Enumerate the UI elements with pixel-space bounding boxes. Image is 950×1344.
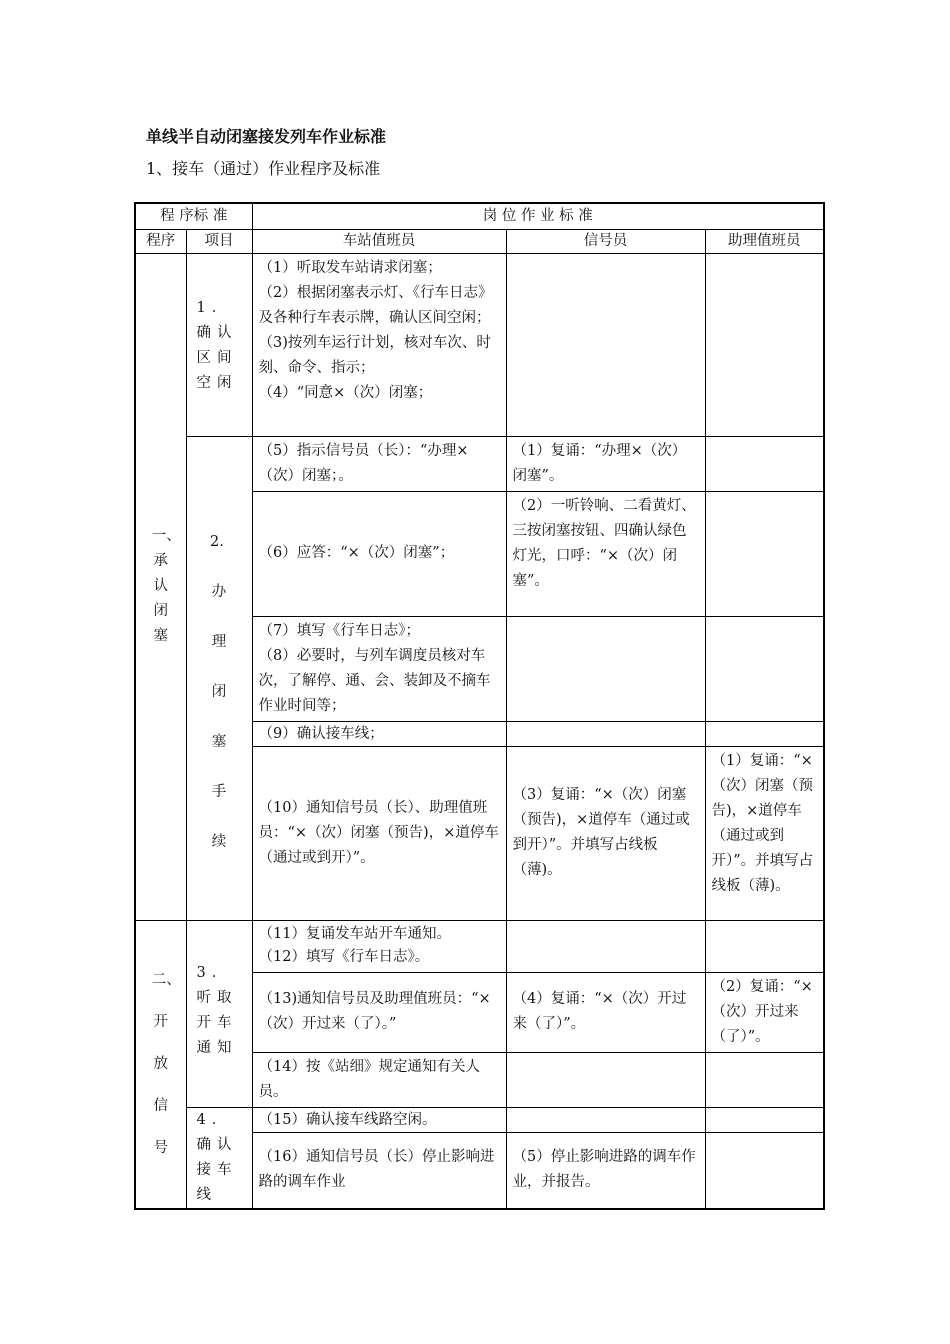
section-subtitle: 1、接车（通过）作业程序及标准 bbox=[146, 159, 381, 178]
cell-signalman bbox=[506, 1107, 705, 1133]
section-label: 二、开放信号 bbox=[135, 920, 186, 1209]
cell-station-master: （11）复诵发车站开车通知。 （12）填写《行车日志》。 bbox=[252, 920, 506, 972]
cell-signalman: （2）一听铃响、二看黄灯、三按闭塞按钮、四确认绿色灯光，口呼：“×（次）闭塞”。 bbox=[506, 491, 705, 616]
cell-station-master: （16）通知信号员（长）停止影响进路的调车作业 bbox=[252, 1133, 506, 1209]
cell-station-master: （14）按《站细》规定通知有关人员。 bbox=[252, 1052, 506, 1107]
document-title: 单线半自动闭塞接发列车作业标准 bbox=[146, 127, 387, 146]
item-label: 4．确认接车线 bbox=[186, 1107, 252, 1209]
header-signalman: 信号员 bbox=[506, 229, 705, 253]
cell-assistant bbox=[705, 253, 824, 436]
cell-signalman bbox=[506, 616, 705, 721]
cell-assistant bbox=[705, 721, 824, 746]
cell-station-master: （7）填写《行车日志》； （8）必要时，与列车调度员核对车次，了解停、通、会、装卸及不摘车作业时间等； bbox=[252, 616, 506, 721]
table-row bbox=[135, 436, 824, 491]
table-row bbox=[135, 253, 824, 436]
cell-station-master: （10）通知信号员（长）、助理值班员：“×（次）闭塞（预告)，×道停车（通过或到开）”。 bbox=[252, 746, 506, 920]
cell-signalman bbox=[506, 253, 705, 436]
cell-assistant bbox=[705, 1052, 824, 1107]
cell-signalman bbox=[506, 1052, 705, 1107]
header-item: 项目 bbox=[186, 229, 252, 253]
cell-station-master: （6）应答：“×（次）闭塞”； bbox=[252, 491, 506, 616]
cell-station-master: （5）指示信号员（长）：“办理×（次）闭塞；。 bbox=[252, 436, 506, 491]
cell-signalman: （1）复诵：“办理×（次）闭塞”。 bbox=[506, 436, 705, 491]
cell-station-master: （1）听取发车站请求闭塞； （2）根据闭塞表示灯、《行车日志》及各种行车表示牌，确认区间空闲； （3)按列车运行计划，核对车次、时刻、命令、指示； （4）“同意×（次）闭塞； bbox=[252, 253, 506, 436]
cell-assistant bbox=[705, 1133, 824, 1209]
item-label: 2．办理闭塞手续 bbox=[186, 436, 252, 920]
cell-station-master: （13)通知信号员及助理值班员：“×（次）开过来（了）。” bbox=[252, 972, 506, 1052]
item-label: 1．确认区间空闲 bbox=[186, 253, 252, 436]
header-procedure-standard: 程 序标 准 bbox=[135, 203, 252, 229]
header-station-master: 车站值班员 bbox=[252, 229, 506, 253]
cell-assistant bbox=[705, 1107, 824, 1133]
section-label: 一、承认闭塞 bbox=[135, 253, 186, 920]
cell-assistant bbox=[705, 491, 824, 616]
cell-assistant: （1）复诵：“×（次）闭塞（预告)，×道停车（通过或到开）”。并填写占线板（薄)。 bbox=[705, 746, 824, 920]
cell-station-master: （9）确认接车线； bbox=[252, 721, 506, 746]
header-assistant: 助理值班员 bbox=[705, 229, 824, 253]
cell-station-master: （15）确认接车线路空闲。 bbox=[252, 1107, 506, 1133]
cell-signalman: （5）停止影响进路的调车作业，并报告。 bbox=[506, 1133, 705, 1209]
item-label: 3．听取开车通知 bbox=[186, 920, 252, 1107]
cell-assistant bbox=[705, 920, 824, 972]
header-post-standard: 岗 位 作 业 标 准 bbox=[252, 203, 824, 229]
table-row bbox=[135, 920, 824, 972]
procedure-table bbox=[134, 202, 825, 1210]
cell-signalman: （4）复诵：“×（次）开过来（了）”。 bbox=[506, 972, 705, 1052]
cell-signalman bbox=[506, 721, 705, 746]
header-procedure: 程序 bbox=[135, 229, 186, 253]
cell-assistant bbox=[705, 436, 824, 491]
cell-signalman: （3）复诵：“×（次）闭塞（预告)，×道停车（通过或到开）”。并填写占线板（薄)。 bbox=[506, 746, 705, 920]
cell-signalman bbox=[506, 920, 705, 972]
table-row bbox=[135, 1107, 824, 1133]
cell-assistant: （2）复诵：“×（次）开过来（了）”。 bbox=[705, 972, 824, 1052]
cell-assistant bbox=[705, 616, 824, 721]
